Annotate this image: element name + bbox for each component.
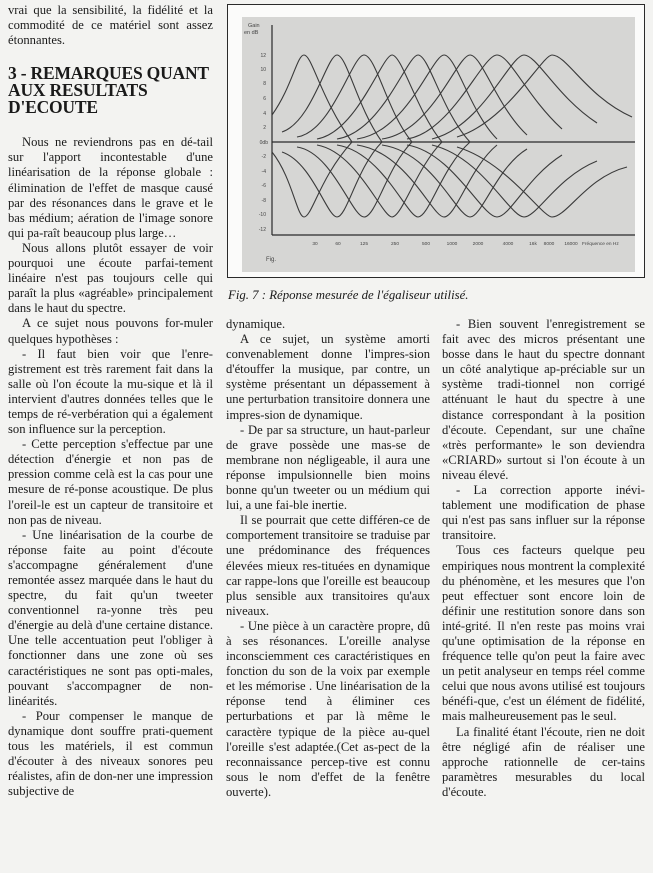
paragraph: - Bien souvent l'enregistrement se fait avec des micros présentant une bosse dans le haut du spectre donnant un côté analytique ap-préciable sur un système tradi-tionnel non corrigé atténuant le haut du spectre à une distance correspondant à la position d'écoute. Cependant, sur une chaîne «très performante» le son deviendra «CRIARD» surtout si l'on écoute à un niveau élevé. (442, 317, 645, 482)
y-axis-label-unit: en dB (244, 30, 259, 36)
paragraph: Il se pourrait que cette différen-ce de comportement transitoire se traduise par une prédominance des fréquences élevées mieux res-tituées en dynamique car rappe-lons que l'oreille est beaucoup plus sensible aux transitoires qu'aux niveaux. (226, 513, 430, 618)
paragraph: - Il faut bien voir que l'enre-gistrement est très rarement fait dans la salle où l'on écoute la mu-sique et là il intervient d'autres données telles que le temps de ré-verbération qui a également son influence sur la perception. (8, 346, 213, 437)
paragraph: - La correction apporte inévi-tablement une modification de phase qui n'est pas sans influer sur la réponse transitoire. (442, 483, 645, 543)
figure-corner-label: Fig. (266, 257, 277, 263)
y-axis-label: Gain (248, 23, 260, 29)
svg-text:250: 250 (390, 242, 400, 247)
paragraph: Tous ces facteurs quelque peu empiriques nous montrent la complexité du phénomène, et les mesures que l'on peut effectuer sont encore loin de définir une restitution sonore dans son inté-grité. Il n'en reste pas moins vrai qu'une optimisation de la réponse en fréquence telle qu'on peut la faire avec un petit analyseur en temps réel comme celui que nous avons utilisé est toujours bénéfi-que, c'est un élément de fidélité, mais malheureusement pas le seul. (442, 543, 645, 724)
svg-text:2000: 2000 (472, 242, 484, 247)
svg-text:8: 8 (263, 81, 266, 87)
svg-text:4000: 4000 (502, 242, 514, 247)
section-heading: 3 - REMARQUES QUANT AUX RESULTATS D'ECOUTE (8, 63, 209, 118)
svg-text:16000: 16000 (564, 242, 578, 247)
figure-caption: Fig. 7 : Réponse mesurée de l'égaliseur utilisé. (228, 288, 469, 302)
svg-text:10: 10 (260, 67, 266, 73)
paragraph: - Une linéarisation de la courbe de réponse faite au point d'écoute s'accompagne généralement d'une remontée assez marquée dans le haut du spectre, du fait qu'un tweeter conventionnel ra-yonne très peu d'énergie au delà d'une certaine distance. Une telle accentuation peut l'obliger à fonctionner dans une zone où ses caractéristiques ne sont pas opti-males, pouvant s'accompagner de non-linéarités. (8, 527, 214, 708)
svg-text:500: 500 (421, 242, 431, 247)
chart-svg (242, 17, 635, 272)
paragraph: Nous allons plutôt essayer de voir pourquoi une écoute parfai-tement linéaire n'est pas toujours celle qui paraît la plus «agréable» principalement dans le haut du spectre. (8, 240, 213, 316)
paragraph: - Cette perception s'effectue par une détection d'énergie et non pas de pression comme celà est la cas pour une mesure de ré-ponse acoustique. De plus l'oreil-le est un capteur de transitoire et non pas de niveau. (8, 437, 213, 527)
x-axis-label: Fréquence en Hz (582, 242, 619, 247)
svg-text:-10: -10 (258, 212, 266, 218)
boost-curves (272, 55, 632, 142)
svg-text:-2: -2 (261, 154, 266, 160)
text-column-3 (442, 317, 645, 800)
figure-7 (227, 4, 645, 278)
svg-text:60: 60 (335, 242, 341, 247)
svg-text:1000: 1000 (446, 242, 458, 247)
svg-text:125: 125 (359, 242, 369, 247)
svg-text:12: 12 (260, 53, 266, 59)
svg-text:0db: 0db (259, 140, 268, 146)
paragraph: dynamique. (226, 317, 286, 331)
paragraph: Nous ne reviendrons pas en dé-tail sur l'apport incontestable d'une linéarisation de la réponse globale : élimination de l'effet de masque causé par des résonances dans le grave et le bas médium; aération de l'image sonore qui pa-raît beaucoup plus large… (8, 135, 213, 240)
svg-text:-4: -4 (261, 169, 266, 175)
cut-curves (272, 142, 627, 217)
paragraph: La finalité étant l'écoute, rien ne doit être négligé afin de réaliser une approche rationnelle de cer-tains paramètres mesurables du local d'écoute. (442, 724, 645, 799)
svg-text:-8: -8 (261, 198, 266, 204)
svg-text:8000: 8000 (543, 242, 555, 247)
paragraph: - Pour compenser le manque de dynamique dont souffre prati-quement tous les matériels, il est commun d'écouter à des niveaux sonores peu réalistes, afin de don-ner une impression subjective de (8, 708, 213, 799)
paragraph: A ce sujet, un système amorti convenablement donne l'impres-sion d'étouffer la musique, par contre, un système présentant un dépassement à une perturbation transitoire donnera une impres-sion de dynamique. (226, 332, 430, 422)
svg-text:30: 30 (312, 242, 318, 247)
y-ticks (259, 53, 268, 233)
text-column-1 (8, 3, 213, 799)
svg-text:-6: -6 (261, 183, 266, 189)
svg-text:-12: -12 (258, 227, 266, 233)
svg-text:6: 6 (263, 96, 266, 102)
paragraph: vrai que la sensibilité, la fidélité et la commodité de ce matériel sont assez étonnantes. (8, 3, 213, 48)
paragraph: - Une pièce à un caractère propre, dû à ses résonances. L'oreille analyse inconsciemment ces caractéristiques en fonction du son de la voix par exemple et les mémorise . Une linéarisation de la réponse tend à éliminer ces perturbations et par là même le caractère typique de la pièce au-quel l'oreille s'est adaptée.(Cet as-pect de la reconnaissance percep-tive est connu sous le nom d'effet de la fenêtre ouverte). (226, 618, 430, 799)
x-ticks (312, 241, 578, 247)
eq-response-chart (242, 17, 635, 272)
svg-text:16k: 16k (529, 242, 537, 247)
paragraph: - De par sa structure, un haut-parleur de grave possède une mas-se de membrane non négligeable, il aura une réponse impulsionnelle bien moins bonne qu'un tweeter ou un médium qui lui, a une fai-ble inertie. (226, 422, 430, 513)
paragraph: A ce sujet nous pouvons for-muler quelques hypothèses : (8, 316, 213, 346)
svg-text:4: 4 (263, 111, 266, 117)
svg-text:2: 2 (263, 125, 266, 131)
text-column-2 (226, 317, 430, 800)
